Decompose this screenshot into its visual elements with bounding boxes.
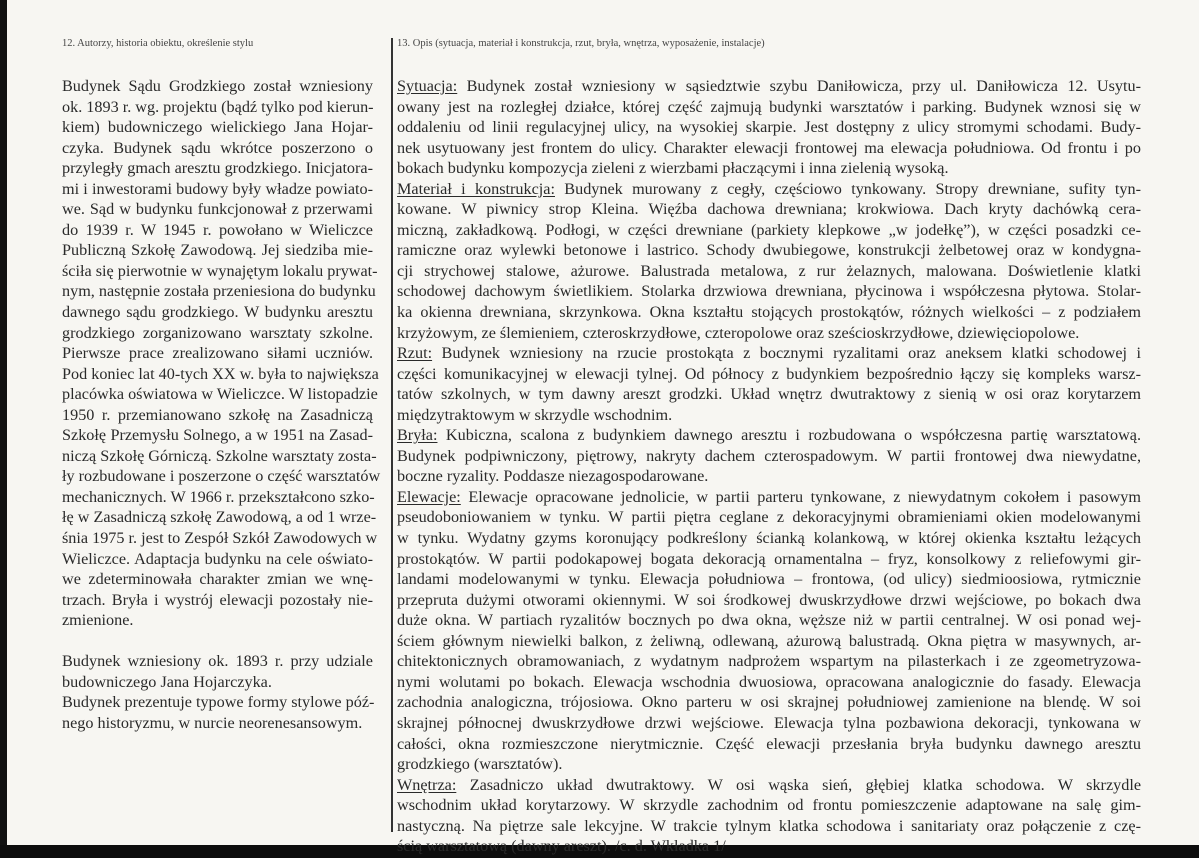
text-line — [397, 590, 1141, 611]
text-line — [62, 117, 373, 138]
line-text: miczną, zakładkową. Podłogi, w części drewniane (parkiety klepkowe „w jodełkę”), w części posadzki ce- — [397, 220, 1141, 239]
text-line — [397, 672, 1141, 693]
line-text: nastyczną. Na piętrze sale lekcyjne. W trakcie tylnym klatka schodowa i sanitariaty oraz połączenie z czę- — [397, 816, 1141, 835]
text-line — [397, 446, 1141, 467]
line-text: trzach. Bryła i wystrój elewacji pozostały nie- — [62, 590, 373, 609]
text-line — [62, 549, 373, 570]
text-line — [62, 507, 377, 528]
line-text: bokach budynku kompozycja zieleni z wierzbami płaczącymi i inna zielenią wysoką. — [397, 159, 949, 178]
scan-edge-left — [0, 0, 7, 858]
text-line — [62, 220, 373, 241]
text-line — [62, 364, 379, 385]
line-text: nek usytuowany jest frontem do ulicy. Charakter elewacji frontowej ma elewacja południowa. Od frontu i po — [397, 138, 1141, 157]
text-line — [397, 240, 1141, 261]
text-line — [62, 569, 373, 590]
line-text: ły rozbudowane i poszerzone o część warsztatów — [62, 467, 381, 486]
text-line — [62, 692, 373, 713]
line-text: ok. 1893 r. wg. projektu (bądź tylko pod kierun- — [62, 97, 374, 116]
text-line — [397, 323, 1141, 344]
line-text: zmienione. — [62, 611, 134, 630]
text-line — [62, 610, 373, 631]
text-line — [62, 179, 373, 200]
line-text: mechanicznych. W 1966 r. przekształcono szko- — [62, 487, 375, 506]
line-text: części komunikacyjnej w elewacji tylnej. Od północy z budynkiem bezpośrednio łączy się kompleks warsz- — [397, 364, 1141, 383]
line-text: międzytraktowym w skrzydle wschodnim. — [397, 405, 673, 424]
line-text: Kubiczna, scalona z budynkiem dawnego aresztu i rozbudowana o współczesna partię warsztatową. — [437, 426, 1141, 445]
text-line — [397, 425, 1141, 446]
line-text: dawnego sądu grodzkiego. W budynku aresztu — [62, 303, 373, 322]
line-text: skrajnej północnej dwuskrzydłowe drzwi wejściowe. Elewacja tylna pozbawiona dekoracji, tynkowana w — [397, 713, 1141, 732]
text-line — [397, 364, 1141, 385]
line-text: kiem) budowniczego wielickiego Jana Hojar- — [62, 118, 373, 137]
line-text: mi i inwestorami budowy były władze powiato- — [62, 179, 373, 198]
section-label: Elewacje: — [397, 487, 461, 506]
text-line — [62, 466, 381, 487]
text-line — [62, 672, 373, 693]
text-line — [397, 158, 1141, 179]
line-text: grodzkiego (warsztatów). — [397, 755, 563, 774]
text-line — [397, 795, 1141, 816]
line-text: kowane. W piwnicy strop Kleina. Więźba dachowa drewniana; krokwiowa. Dach kryty dachówką cera- — [397, 200, 1141, 219]
line-text: boczne ryzality. Poddasze niezagospodarowane. — [397, 467, 709, 486]
line-text: śnia 1975 r. jest to Zespół Szkół Zawodowych w — [62, 529, 378, 548]
line-text: zachodnia analogiczna, trójosiowa. Okno parteru w osi skrajnej południowej zamienione na blendę. W soi — [397, 693, 1141, 712]
line-text: ka okienna drewniana, skrzynkowa. Okna kształtu stojących prostokątów, różnych wielkości – z podziałem — [397, 303, 1141, 322]
line-text: nymi wolutami po bokach. Elewacja wschodnia dwuosiowa, opracowana analogicznie do fasady. Elewacja — [397, 672, 1141, 691]
text-line — [397, 836, 1141, 857]
text-line — [397, 754, 1141, 775]
history-column — [62, 76, 381, 734]
line-text: Elewacje opracowane jednolicie, w partii parteru tynkowane, z niewydatnym cokołem i pasowym — [460, 487, 1141, 506]
line-text: przepruta dużymi otworami okiennymi. W soi środkowej dwuskrzydłowe drzwi wejściowe, po bokach dwa — [397, 590, 1141, 609]
line-text: niczą Szkołę Górniczą. Szkolne warsztaty zosta- — [62, 446, 377, 465]
line-text: tatów szkolnych, w tym dawny areszt grodzki. Układ wnętrz dwutraktowy z sienią w osi oraz korytarzem — [397, 385, 1141, 404]
line-text: Budynek prezentuje typowe formy stylowe póź- — [62, 693, 375, 712]
line-text: Pierwsze prace zrealizowano siłami uczniów. — [62, 344, 373, 363]
text-line — [397, 302, 1141, 323]
text-line — [397, 651, 1141, 672]
line-text: 1950 r. przemianowano szkołę na Zasadniczą — [62, 405, 373, 424]
line-text: Budynek wzniesiony na rzucie prostokąta z bocznymi ryzalitami oraz aneksem klatki schodowej i — [432, 344, 1141, 363]
text-line — [62, 158, 373, 179]
text-line — [397, 97, 1141, 118]
text-line — [397, 692, 1141, 713]
line-text: łę w Zasadniczą szkołę Zawodową, a od 1 wrze- — [62, 508, 377, 527]
line-text: Pod koniec lat 40-tych XX w. była to największa — [62, 364, 379, 383]
text-line — [397, 775, 1141, 796]
line-text: krzyżowym, ze ślemieniem, czteroskrzydłowe, czteropolowe oraz sześcioskrzydłowe, dziewięciopolowe. — [397, 323, 1080, 342]
line-text: ścią warsztatową (dawny areszt). /c. d. Wkładka 1/ — [397, 837, 726, 856]
line-text: do 1939 r. W 1945 r. powołano w Wieliczce — [62, 220, 373, 239]
line-text: Budynek został wzniesiony w sąsiedztwie szybu Daniłowicza, przy ul. Daniłowicza 12. Usytu- — [457, 77, 1141, 95]
text-line — [397, 466, 1141, 487]
text-line — [397, 384, 1141, 405]
text-line — [397, 569, 1141, 590]
line-text: Budynek podpiwniczony, piętrowy, nakryty dachem czterospadowym. W partii frontowej dwa niewydatne, — [397, 446, 1141, 465]
line-text: cji strychowej stalowe, ażurowe. Balustrada metalowa, z rur żelaznych, malowana. Doświetlenie klatki — [397, 261, 1141, 280]
line-text: nym, następnie została przeniesiona do budynku — [62, 282, 376, 301]
text-line — [62, 343, 373, 364]
line-text: ściła się pierwotnie w wynajętym lokalu prywat- — [62, 261, 378, 280]
text-line — [397, 405, 1141, 426]
text-line — [397, 138, 1141, 159]
line-text: Wieliczce. Adaptacja budynku na cele oświato- — [62, 549, 373, 568]
section-label: Bryła: — [397, 426, 438, 445]
text-line — [397, 528, 1141, 549]
text-line — [397, 199, 1141, 220]
text-line — [397, 281, 1141, 302]
text-line — [62, 199, 373, 220]
line-text: schodowej dachowym świetlikiem. Stolarka drzwiowa drewniana, płycinowa i współczesna płytowa. Stolar- — [397, 282, 1141, 301]
line-text: Zasadniczo układ dwutraktowy. W osi wąska sień, głębiej klatka schodowa. W skrzydle — [456, 775, 1141, 794]
text-line — [62, 651, 373, 672]
text-line — [62, 384, 378, 405]
text-line — [62, 97, 373, 118]
text-line — [62, 323, 373, 344]
section-label: Sytuacja: — [397, 77, 458, 95]
text-line — [62, 446, 377, 467]
section-label: Rzut: — [397, 344, 433, 363]
text-line — [62, 713, 373, 734]
text-line — [397, 713, 1141, 734]
text-line — [397, 816, 1141, 837]
section-13-header: 13. Opis (sytuacja, materiał i konstrukcja, rzut, bryła, wnętrza, wyposażenie, instalacje) — [397, 38, 765, 49]
line-text: we. Sąd w budynku funkcjonował z przerwami — [62, 200, 373, 219]
text-line — [62, 405, 373, 426]
text-line — [62, 76, 373, 97]
line-text: czyka. Budynek sądu wkrótce poszerzono o — [62, 138, 373, 157]
line-text: oddaleniu od linii regulacyjnej ulicy, na wysokiej skarpie. Jest dostępny z ulicy stromymi schodami. Budy- — [397, 118, 1141, 137]
text-line — [397, 631, 1141, 652]
line-text: ściem głównym niewielki balkon, z żeliwną, odlewaną, ażurową balustradą. Okna piętra w masywnych, ar- — [397, 631, 1141, 650]
line-text: we zdeterminowała charakter zmian we wnę- — [62, 570, 373, 589]
text-line — [397, 507, 1141, 528]
text-line — [62, 590, 373, 611]
line-text: wschodnim układ korytarzowy. W skrzydle zachodnim od frontu pomieszczenie adaptowane na salę gim- — [397, 796, 1141, 815]
text-line — [397, 549, 1141, 570]
text-line — [62, 281, 376, 302]
text-line — [397, 117, 1141, 138]
line-text: budowniczego Jana Hojarczyka. — [62, 672, 272, 691]
text-line — [397, 76, 1141, 97]
text-line — [397, 343, 1141, 364]
line-text: Publiczną Szkołę Zawodową. Jej siedziba mie- — [62, 241, 373, 260]
text-line — [62, 261, 378, 282]
line-text: landami modelowanymi w tynku. Elewacja południowa – frontowa, (od ulicy) siedmioosiowa, rytmicznie — [397, 570, 1141, 589]
line-text: przyległy gmach aresztu grodzkiego. Inicjatora- — [62, 159, 373, 178]
line-text: owany jest na rozległej działce, której część zajmują budynki warsztatów i parking. Budynek wznosi się w — [397, 97, 1141, 116]
line-text: Budynek murowany z cegły, częściowo tynkowany. Stropy drewniane, sufity tyn- — [554, 179, 1141, 198]
line-text: prostokątów. W partii podokapowej bogata dekoracją ornamentalna – fryz, konsolkowy z reliefowymi gir- — [397, 549, 1141, 568]
line-text: Budynek wzniesiony ok. 1893 r. przy udziale — [62, 652, 373, 671]
text-line — [397, 220, 1141, 241]
line-text: pseudoboniowaniem w tynku. W partii piętra ceglane z dekoracyjnymi obramieniami okien modelowanymi — [397, 508, 1141, 527]
line-text: ramiczne oraz wylewki betonowe i lastrico. Schody dwubiegowe, konstrukcji żelbetowej oraz w kondygna- — [397, 241, 1141, 260]
line-text: chitektonicznych obramowaniach, z wydatnym nadprożem wspartym na pilasterkach i ze zgeometryzowa- — [397, 652, 1141, 671]
text-line — [62, 240, 373, 261]
text-line — [62, 487, 373, 508]
paragraph-gap — [62, 631, 373, 652]
text-line — [397, 734, 1141, 755]
line-text: grodzkiego zorganizowano warsztaty szkolne. — [62, 323, 373, 342]
section-label: Materiał i konstrukcja: — [397, 179, 555, 198]
section-12-header: 12. Autorzy, historia obiektu, określenie stylu — [62, 38, 254, 49]
line-text: placówka oświatowa w Wieliczce. W listopadzie — [62, 385, 378, 404]
line-text: duże okna. W partiach ryzalitów bocznych po dwa okna, węższe niż w partii centralnej. W osi ponad wej- — [397, 611, 1141, 630]
section-label: Wnętrza: — [397, 775, 457, 794]
text-line — [397, 610, 1141, 631]
description-column — [397, 76, 1141, 857]
text-line — [397, 179, 1141, 200]
column-divider — [391, 38, 393, 832]
text-line — [62, 528, 378, 549]
text-line — [397, 487, 1141, 508]
line-text: całości, okna rozmieszczone nierytmicznie. Część elewacji przesłania bryła budynku dawnego aresztu — [397, 734, 1141, 753]
text-line — [62, 302, 373, 323]
line-text: Budynek Sądu Grodzkiego został wzniesiony — [62, 77, 373, 95]
text-line — [62, 138, 373, 159]
text-line — [62, 425, 373, 446]
line-text: w tynku. Wydatny gzyms koronujący podkreślony ścianką kolankową, w której okienka kształtu leżących — [397, 529, 1141, 548]
line-text: nego historyzmu, w nurcie neorenesansowym. — [62, 713, 363, 732]
text-line — [397, 261, 1141, 282]
line-text: Szkołę Przemysłu Solnego, a w 1951 na Zasad- — [62, 426, 373, 445]
